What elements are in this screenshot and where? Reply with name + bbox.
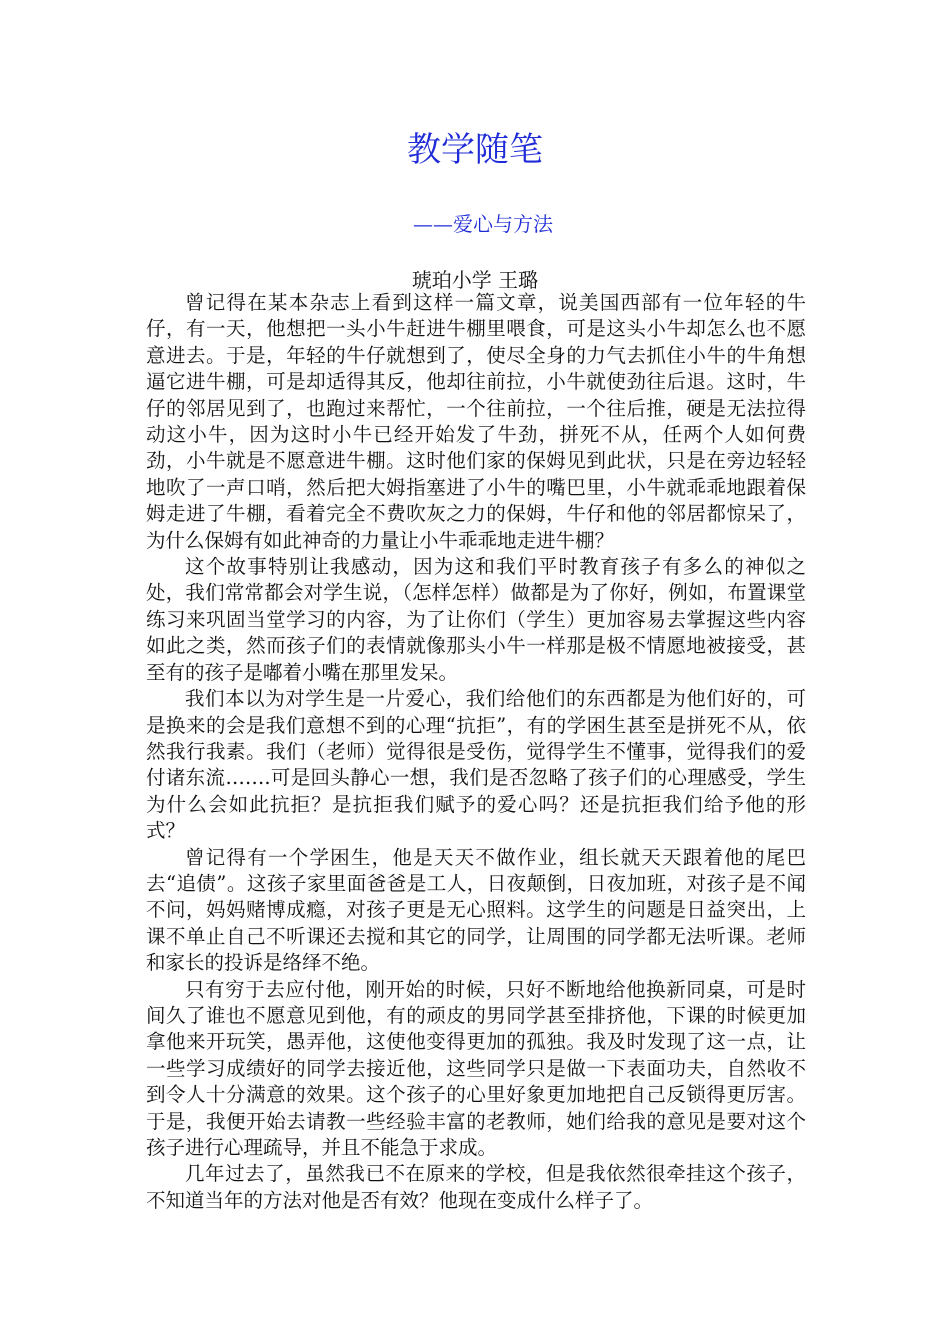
paragraph: 曾记得在某本杂志上看到这样一篇文章，说美国西部有一位年轻的牛仔，有一天，他想把一头小牛赶进牛棚里喂食，可是这头小牛却怎么也不愿意进去。于是，年轻的牛仔就想到了，使尽全身的力气去抓住小牛的牛角想逼它进牛棚，可是却适得其反，他却往前拉，小牛就使劲往后退。这时，牛仔的邻居见到了，也跑过来帮忙，一个往前拉，一个往后推，硬是无法拉得动这小牛，因为这时小牛已经开始发了牛劲，拼死不从，任两个人如何费劲，小牛就是不愿意进牛棚。这时他们家的保姆见到此状，只是在旁边轻轻地吹了一声口哨，然后把大姆指塞进了小牛的嘴巴里，小牛就乖乖地跟着保姆走进了牛棚，看着完全不费吹灰之力的保姆，牛仔和他的邻居都惊呆了，为什么保姆有如此神奇的力量让小牛乖乖地走进牛棚？ bbox=[146, 291, 806, 552]
paragraph: 几年过去了，虽然我已不在原来的学校，但是我依然很牵挂这个孩子，不知道当年的方法对他是否有效？他现在变成什么样子了。 bbox=[146, 1162, 806, 1212]
paragraph: 这个故事特别让我感动，因为这和我们平时教育孩子有多么的神似之处，我们常常都会对学生说，（怎样怎样）做都是为了你好，例如，布置课堂练习来巩固当堂学习的内容，为了让你们（学生）更加容易去掌握这些内容如此之类，然而孩子们的表情就像那头小牛一样那是极不情愿地被接受，甚至有的孩子是嘟着小嘴在那里发呆。 bbox=[146, 555, 806, 684]
article-body bbox=[146, 290, 806, 1214]
document-title: 教学随笔 bbox=[407, 130, 543, 170]
author-line: 琥珀小学 王璐 bbox=[411, 268, 539, 292]
document-subtitle: ——爱心与方法 bbox=[413, 212, 553, 236]
paragraph: 只有穷于去应付他，刚开始的时候，只好不断地给他换新同桌，可是时间久了谁也不愿意见到他，有的顽皮的男同学甚至排挤他，下课的时候更加拿他来开玩笑，愚弄他，这使他变得更加的孤独。我及时发现了这一点，让一些学习成绩好的同学去接近他，这些同学只是做一下表面功夫，自然收不到令人十分满意的效果。这个孩子的心里好象更加地把自己反锁得更厉害。于是，我便开始去请教一些经验丰富的老教师，她们给我的意见是要对这个孩子进行心理疏导，并且不能急于求成。 bbox=[146, 977, 806, 1159]
paragraph: 我们本以为对学生是一片爱心，我们给他们的东西都是为他们好的，可是换来的会是我们意想不到的心理“抗拒”，有的学困生甚至是拼死不从，依然我行我素。我们（老师）觉得很是受伤，觉得学生不懂事，觉得我们的爱付诸东流…….可是回头静心一想，我们是否忽略了孩子们的心理感受，学生为什么会如此抗拒？是抗拒我们赋予的爱心吗？还是抗拒我们给予他的形式？ bbox=[146, 687, 806, 843]
paragraph: 曾记得有一个学困生，他是天天不做作业，组长就天天跟着他的尾巴去“追债”。这孩子家里面爸爸是工人，日夜颠倒，日夜加班，对孩子是不闻不问，妈妈赌博成瘾，对孩子更是无心照料。这学生的问题是日益突出，上课不单止自己不听课还去搅和其它的同学，让周围的同学都无法听课。老师和家长的投诉是络绎不绝。 bbox=[146, 845, 806, 975]
